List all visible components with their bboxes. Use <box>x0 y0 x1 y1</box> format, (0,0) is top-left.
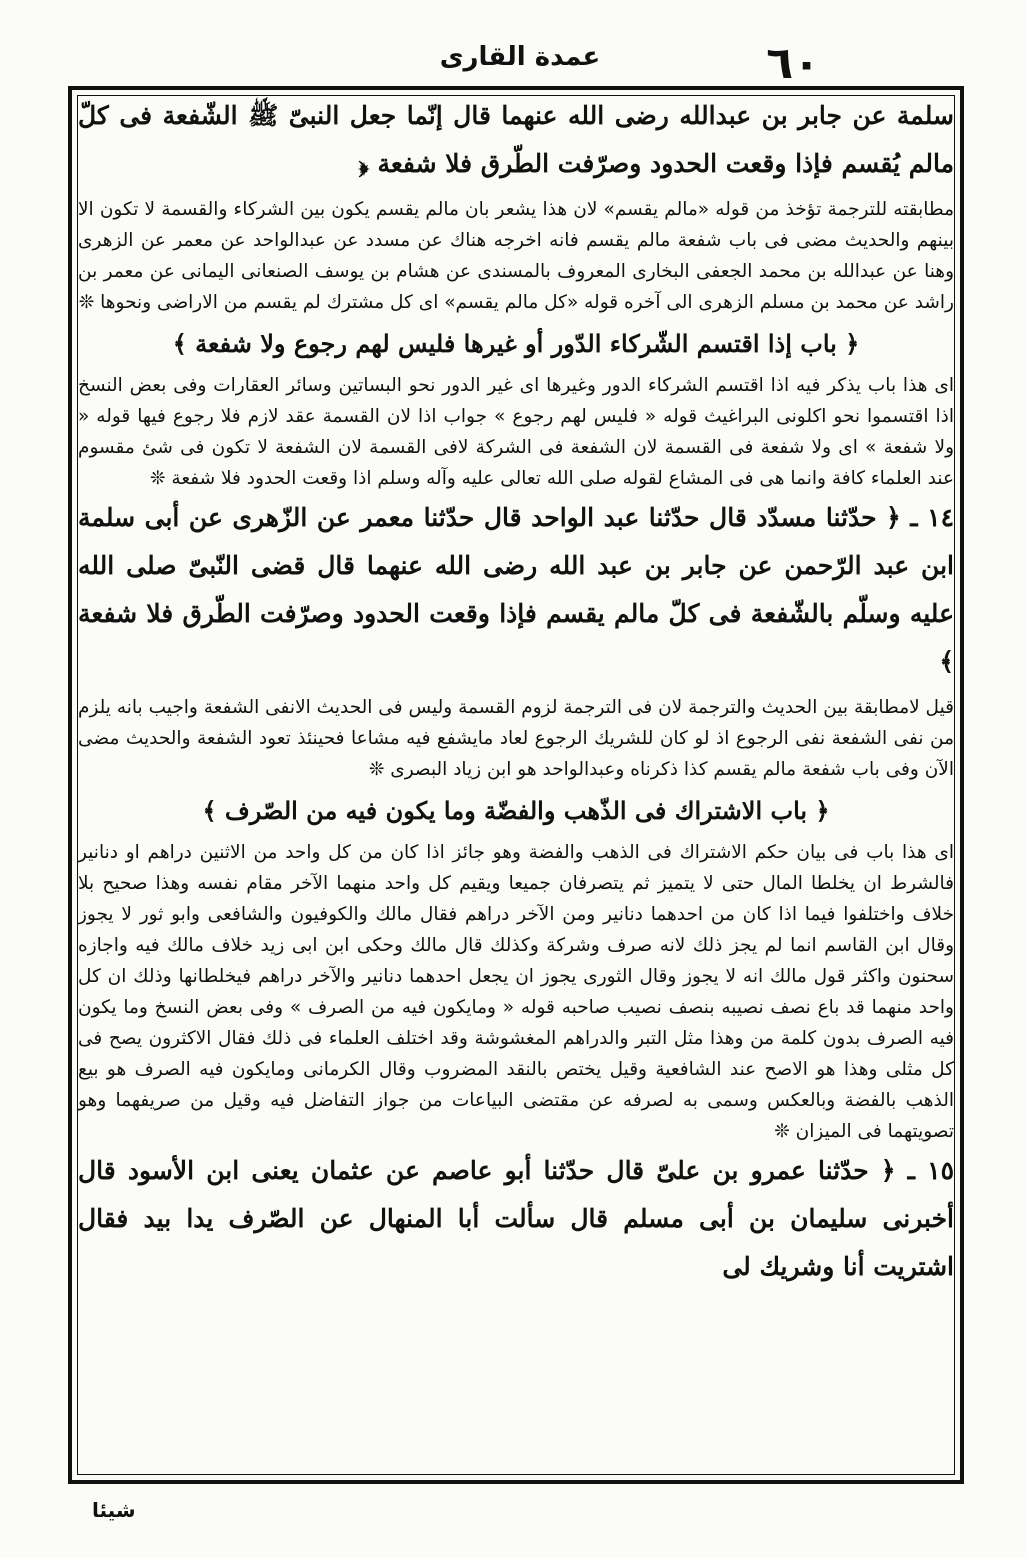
chapter-heading: ﴿ باب الاشتراك فى الذّهب والفضّة وما يكون فيه من الصّرف ﴾ <box>202 796 830 825</box>
page-header <box>70 28 970 89</box>
page-number: ٦٠ <box>766 38 820 89</box>
running-title: عمدة القارى <box>439 42 601 72</box>
commentary-paragraph: اى هذا باب فى بيان حكم الاشتراك فى الذهب والفضة وهو جائز اذا كان من كل واحد من الاثنين دراهم او دنانير فالشرط ان يخلطا المال حتى لا يتميز ثم يتصرفان جميعا ويقيم كل واحد منهما الآخر مقام نفسه وهذا صحيح بلا خلاف واختلفوا فيما اذا كان من احدهما دنانير ومن الآخر دراهم فقال مالك والكوفيون والشافعى وابو ثور لا يجوز وقال ابن القاسم انما لم يجز ذلك لانه صرف وشركة وكذلك قال مالك وحكى ابن ابى زيد خلاف مالك فيه واجازه سحنون واكثر قول مالك انه لا يجوز وقال الثورى يجوز ان يجعل احدهما دنانير والآخر دراهم فيخلطانها وذلك ان كل واحد منهما قد باع نصف نصيبه بنصف نصيب صاحبه قوله « ومايكون فيه من الصرف » وفى بعض النسخ وما يكون فيه الصرف بدون كلمة من وهذا مثل التبر والدراهم المغشوشة وقد اختلف العلماء فى ذلك فقال الاكثرون يصح فى كل مثلى وهذا هو الاصح عند الشافعية وقيل يختص بالنقد المضروب وقال الكرمانى ومايكون فيه الصرف هو بيع الذهب بالفضة وبالعكس وسمى به لصرفه عن مقتضى البياعات من جواز التفاضل فيه وقيل من صريفهما وهو تصويتهما فى الميزان ❊ <box>78 842 954 1142</box>
page-content <box>78 92 954 1480</box>
chapter-heading: ﴿ باب إذا اقتسم الشّركاء الدّور أو غيرها فليس لهم رجوع ولا شفعة ﴾ <box>172 329 860 358</box>
hadith-text: ١٥ ـ ﴿ حدّثنا عمرو بن علىّ قال حدّثنا أبو عاصم عن عثمان يعنى ابن الأسود قال أخبرنى سليمان بن أبى مسلم قال سألت أبا المنهال عن الصّرف يدا بيد فقال اشتريت أنا وشريك لى <box>78 1156 954 1281</box>
catchword: شيئا <box>92 1498 136 1522</box>
commentary-paragraph: قيل لامطابقة بين الحديث والترجمة لان فى الترجمة لزوم القسمة وليس فى الحديث الانفى الشفعة واجيب بانه يلزم من نفى الشفعة نفى الرجوع اذ لو كان للشريك الرجوع لعاد مايشفع فيه مشاعا فحينئذ تعود الشفعة والحديث مضى الآن وفى باب شفعة مالم يقسم كذا ذكرناه وعبدالواحد هو ابن زياد البصرى ❊ <box>78 697 954 780</box>
hadith-text: سلمة عن جابر بن عبدالله رضى الله عنهما قال إنّما جعل النبىّ ﷺ الشّفعة فى كلّ مالم يُقسم فإذا وقعت الحدود وصرّفت الطّرق فلا شفعة ﴿ <box>78 101 954 178</box>
commentary-paragraph: اى هذا باب يذكر فيه اذا اقتسم الشركاء الدور وغيرها اى غير الدور نحو البساتين وسائر العقارات وفى بعض النسخ اذا اقتسموا نحو اكلونى البراغيث قوله « فليس لهم رجوع » جواب اذا لان القسمة عقد لازم فلا رجوع فيها قوله « ولا شفعة » اى ولا شفعة فى القسمة لان الشفعة فى الشركة لافى القسمة لان الشفعة لا تكون فى شئ مقسوم عند العلماء كافة وانما هى فى المشاع لقوله صلى الله تعالى عليه وآله وسلم اذا وقعت الحدود فلا شفعة ❊ <box>78 375 954 489</box>
commentary-paragraph: مطابقته للترجمة تؤخذ من قوله «مالم يقسم» لان هذا يشعر بان مالم يقسم يكون بين الشركاء والقسمة لا تكون الا بينهم والحديث مضى فى باب شفعة مالم يقسم فانه اخرجه هناك عن مسدد عن عبدالواحد عن معمر عن الزهرى وهنا عن عبدالله بن محمد الجعفى البخارى المعروف بالمسندى عن هشام بن يوسف الصنعانى اليمانى عن معمر بن راشد عن محمد بن مسلم الزهرى الى آخره قوله «كل مالم يقسم» اى كل مشترك لم يقسم من الاراضى ونحوها ❊ <box>78 199 954 313</box>
hadith-text: ١٤ ـ ﴿ حدّثنا مسدّد قال حدّثنا عبد الواحد قال حدّثنا معمر عن الزّهرى عن أبى سلمة ابن عبد الرّحمن عن جابر بن عبد الله رضى الله عنهما قال قضى النّبىّ صلى الله عليه وسلّم بالشّفعة فى كلّ مالم يقسم فإذا وقعت الحدود وصرّفت الطّرق فلا شفعة ﴾ <box>78 503 954 676</box>
